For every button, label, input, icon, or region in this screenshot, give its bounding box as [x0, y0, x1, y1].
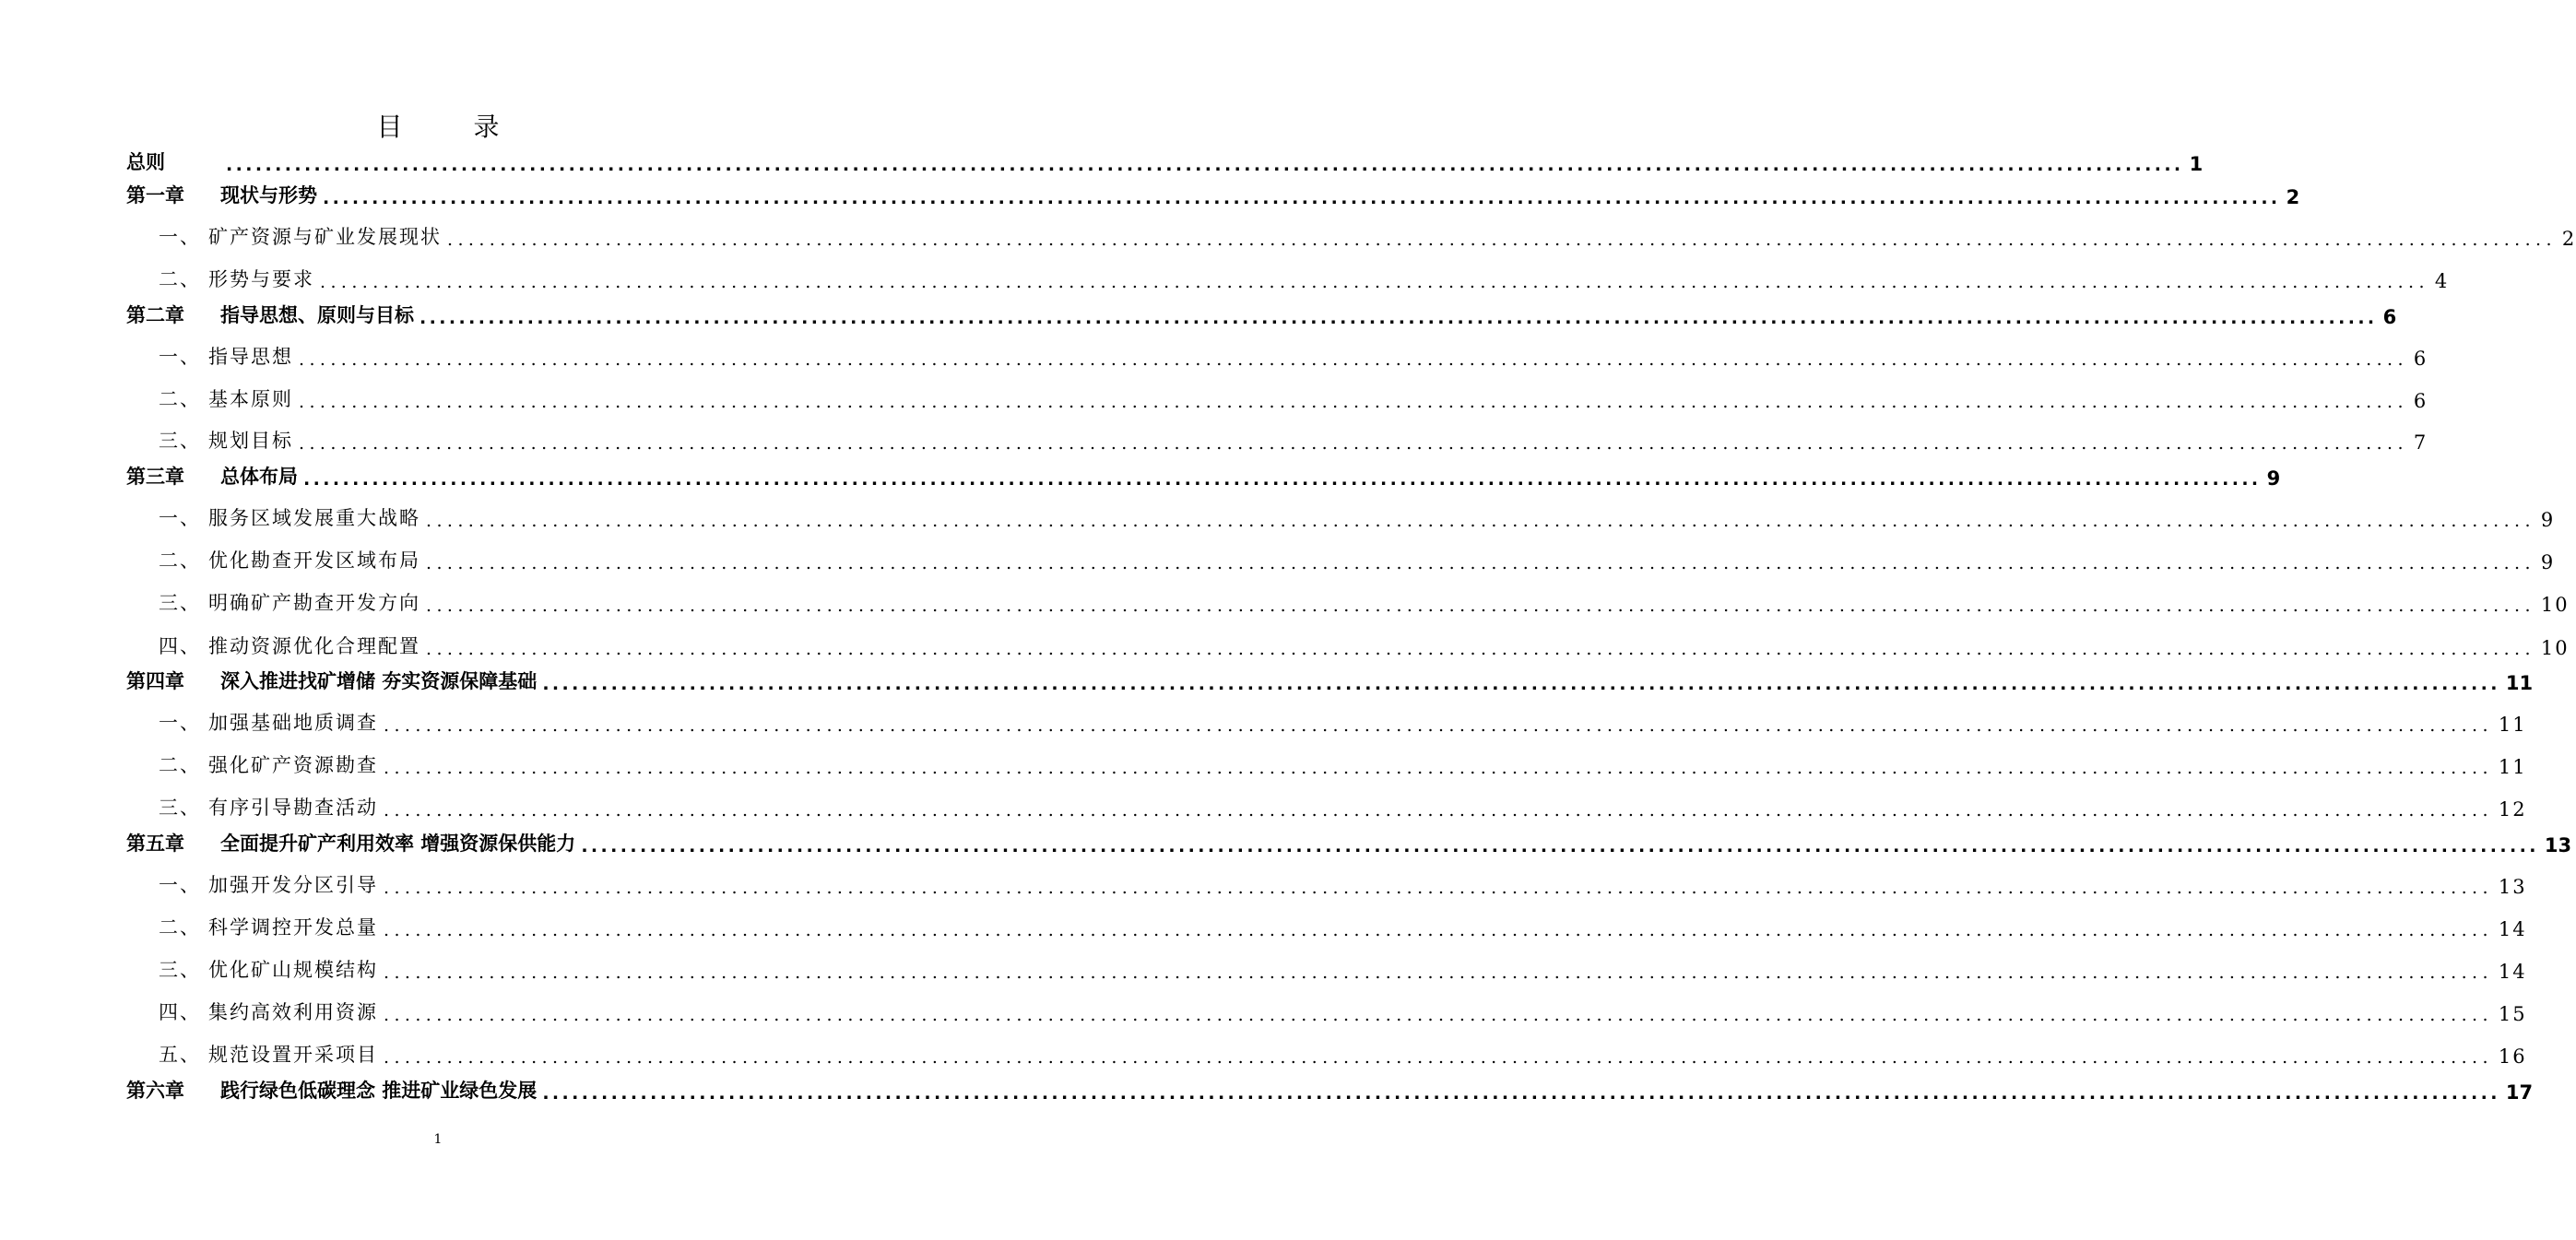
toc-entry-number: 三、 [159, 430, 201, 452]
toc-entry-label [159, 588, 420, 616]
toc-section-entry[interactable] [159, 384, 2428, 412]
dot-leader: ........................................................................................................................................................................................................ [384, 800, 2493, 821]
toc-entry-number: 一、 [159, 874, 201, 896]
toc-chapter-entry[interactable] [126, 301, 2397, 328]
toc-chapter-entry[interactable] [126, 148, 2204, 175]
toc-section-entry[interactable] [159, 265, 2450, 292]
toc-entry-page: 6 [2413, 390, 2428, 412]
toc-entry-number: 三、 [159, 959, 201, 981]
toc-entry-number: 四、 [159, 635, 201, 657]
toc-entry-title: 推动资源优化合理配置 [208, 635, 420, 657]
toc-title: 目 录 [376, 112, 531, 142]
toc-entry-title: 加强基础地质调查 [208, 712, 378, 734]
toc-entry-number: 第一章 [126, 184, 184, 207]
toc-entry-number: 总则 [126, 151, 165, 173]
toc-entry-page: 9 [2540, 551, 2556, 573]
toc-entry-page: 11 [2498, 756, 2527, 778]
toc-entry-label [126, 1076, 537, 1104]
toc-entry-label [159, 913, 378, 940]
toc-entry-title: 科学调控开发总量 [208, 916, 378, 939]
toc-entry-page: 14 [2498, 918, 2527, 940]
dot-leader: ........................................................................................................................................................................................................ [303, 469, 2262, 490]
dot-leader: ........................................................................................................................................................................................................ [419, 308, 2378, 328]
toc-entry-label [159, 222, 442, 250]
toc-entry-number: 一、 [159, 346, 201, 368]
toc-entry-title: 形势与要求 [208, 268, 314, 290]
dot-leader: ........................................................................................................................................................................................................ [384, 920, 2493, 940]
toc-entry-number: 第五章 [126, 833, 184, 855]
toc-entry-title: 加强开发分区引导 [208, 874, 378, 896]
toc-entry-page: 1 [2189, 153, 2204, 175]
toc-entry-title: 总体布局 [220, 466, 298, 488]
toc-entry-label [159, 546, 420, 573]
toc-entry-title: 优化矿山规模结构 [208, 959, 378, 981]
toc-entry-label [126, 667, 537, 694]
toc-entry-title: 深入推进找矿增储 夯实资源保障基础 [220, 670, 538, 692]
toc-entry-title: 优化勘查开发区域布局 [208, 549, 420, 572]
toc-entry-page: 9 [2266, 467, 2281, 490]
toc-entry-number: 四、 [159, 1001, 201, 1023]
toc-entry-label [159, 793, 378, 821]
toc-entry-title: 指导思想、原则与目标 [220, 304, 414, 326]
dot-leader: ........................................................................................................................................................................................................ [447, 230, 2557, 250]
toc-entry-page: 10 [2540, 594, 2570, 616]
toc-entry-number: 三、 [159, 592, 201, 614]
toc-section-entry[interactable] [159, 588, 2570, 616]
dot-leader: ........................................................................................................................................................................................................ [426, 639, 2535, 659]
toc-chapter-entry[interactable] [126, 829, 2572, 856]
toc-entry-label [126, 181, 317, 208]
toc-section-entry[interactable] [159, 1040, 2527, 1068]
toc-entry-title: 矿产资源与矿业发展现状 [208, 226, 442, 248]
dot-leader: ........................................................................................................................................................................................................ [299, 349, 2408, 370]
toc-entry-page: 4 [2434, 270, 2450, 292]
toc-section-entry[interactable] [159, 342, 2428, 370]
toc-entry-number: 第六章 [126, 1080, 184, 1102]
toc-entry-page: 7 [2413, 431, 2428, 454]
toc-entry-number: 三、 [159, 797, 201, 819]
toc-entry-page: 10 [2540, 637, 2570, 659]
toc-chapter-entry[interactable] [126, 181, 2300, 208]
dot-leader: ........................................................................................................................................................................................................ [542, 674, 2500, 694]
toc-section-entry[interactable] [159, 955, 2527, 983]
toc-entry-label [126, 462, 298, 490]
toc-entry-number: 二、 [159, 549, 201, 572]
toc-entry-title: 全面提升矿产利用效率 增强资源保供能力 [220, 833, 576, 855]
toc-entry-title: 服务区域发展重大战略 [208, 507, 420, 529]
toc-entry-page: 15 [2498, 1003, 2527, 1025]
toc-entry-number: 二、 [159, 916, 201, 939]
toc-entry-title: 有序引导勘查活动 [208, 797, 378, 819]
toc-entry-page: 16 [2498, 1045, 2527, 1068]
toc-entry-title: 基本原则 [208, 388, 293, 410]
toc-entry-page: 11 [2505, 672, 2534, 694]
toc-entry-number: 第二章 [126, 304, 184, 326]
toc-entry-number: 第三章 [126, 466, 184, 488]
toc-entry-number: 一、 [159, 226, 201, 248]
dot-leader: ........................................................................................................................................................................................................ [426, 596, 2535, 616]
toc-entry-number: 二、 [159, 268, 201, 290]
toc-entry-page: 14 [2498, 961, 2527, 983]
toc-entry-page: 2 [2286, 186, 2300, 208]
toc-entry-title: 规范设置开采项目 [208, 1044, 378, 1066]
toc-entry-label [126, 301, 414, 328]
toc-chapter-entry[interactable] [126, 1076, 2534, 1104]
dot-leader: ........................................................................................................................................................................................................ [384, 962, 2493, 983]
toc-entry-label [159, 750, 378, 778]
toc-section-entry[interactable] [159, 426, 2428, 454]
toc-entry-title: 强化矿产资源勘查 [208, 754, 378, 776]
toc-entry-label [159, 955, 378, 983]
dot-leader: ........................................................................................................................................................................................................ [299, 433, 2408, 454]
toc-entry-page: 6 [2413, 348, 2428, 370]
dot-leader: ........................................................................................................................................................................................................ [384, 715, 2493, 736]
dot-leader: ........................................................................................................................................................................................................ [323, 188, 2281, 208]
toc-entry-label [159, 426, 293, 454]
toc-entry-title: 指导思想 [208, 346, 293, 368]
dot-leader: ........................................................................................................................................................................................................ [384, 1005, 2493, 1025]
toc-section-entry[interactable] [159, 503, 2556, 531]
toc-entry-title: 规划目标 [208, 430, 293, 452]
toc-section-entry[interactable] [159, 998, 2527, 1025]
toc-section-entry[interactable] [159, 750, 2527, 778]
toc-chapter-entry[interactable] [126, 667, 2534, 694]
dot-leader: ........................................................................................................................................................................................................ [226, 155, 2184, 175]
toc-entry-label [159, 708, 378, 736]
toc-entry-page: 12 [2498, 798, 2527, 821]
toc-entry-page: 13 [2544, 834, 2572, 856]
toc-entry-number: 二、 [159, 388, 201, 410]
toc-entry-label [159, 870, 378, 898]
toc-entry-page: 2 [2561, 228, 2576, 250]
toc-chapter-entry[interactable] [126, 462, 2281, 490]
toc-entry-label [126, 829, 575, 856]
toc-entry-label [126, 148, 220, 175]
dot-leader: ........................................................................................................................................................................................................ [320, 272, 2429, 292]
toc-entry-label [159, 1040, 378, 1068]
toc-entry-page: 17 [2505, 1081, 2534, 1104]
toc-entry-number: 五、 [159, 1044, 201, 1066]
page-number: 1 [433, 1132, 443, 1147]
dot-leader: ........................................................................................................................................................................................................ [426, 511, 2535, 531]
dot-leader: ........................................................................................................................................................................................................ [542, 1083, 2500, 1104]
dot-leader: ........................................................................................................................................................................................................ [384, 758, 2493, 778]
dot-leader: ........................................................................................................................................................................................................ [426, 553, 2535, 573]
toc-entry-label [159, 998, 378, 1025]
toc-section-entry[interactable] [159, 708, 2527, 736]
toc-section-entry[interactable] [159, 913, 2527, 940]
toc-entry-label [159, 265, 314, 292]
dot-leader: ........................................................................................................................................................................................................ [581, 836, 2539, 856]
toc-entry-label [159, 632, 420, 659]
toc-section-entry[interactable] [159, 793, 2527, 821]
toc-entry-title: 明确矿产勘查开发方向 [208, 592, 420, 614]
dot-leader: ........................................................................................................................................................................................................ [384, 878, 2493, 898]
toc-section-entry[interactable] [159, 546, 2556, 573]
toc-entry-label [159, 342, 293, 370]
toc-entry-page: 13 [2498, 876, 2527, 898]
toc-entry-label [159, 384, 293, 412]
toc-entry-page: 11 [2498, 714, 2527, 736]
toc-section-entry[interactable] [159, 222, 2576, 250]
toc-entry-number: 第四章 [126, 670, 184, 692]
toc-entry-number: 一、 [159, 712, 201, 734]
toc-section-entry[interactable] [159, 632, 2570, 659]
toc-section-entry[interactable] [159, 870, 2527, 898]
toc-entry-label [159, 503, 420, 531]
toc-entry-title: 践行绿色低碳理念 推进矿业绿色发展 [220, 1080, 538, 1102]
dot-leader: ........................................................................................................................................................................................................ [299, 392, 2408, 412]
dot-leader: ........................................................................................................................................................................................................ [384, 1047, 2493, 1068]
toc-entry-page: 6 [2382, 306, 2397, 328]
toc-entry-title: 集约高效利用资源 [208, 1001, 378, 1023]
toc-entry-title: 现状与形势 [220, 184, 317, 207]
toc-entry-number: 一、 [159, 507, 201, 529]
toc-entry-number: 二、 [159, 754, 201, 776]
toc-entry-page: 9 [2540, 509, 2556, 531]
